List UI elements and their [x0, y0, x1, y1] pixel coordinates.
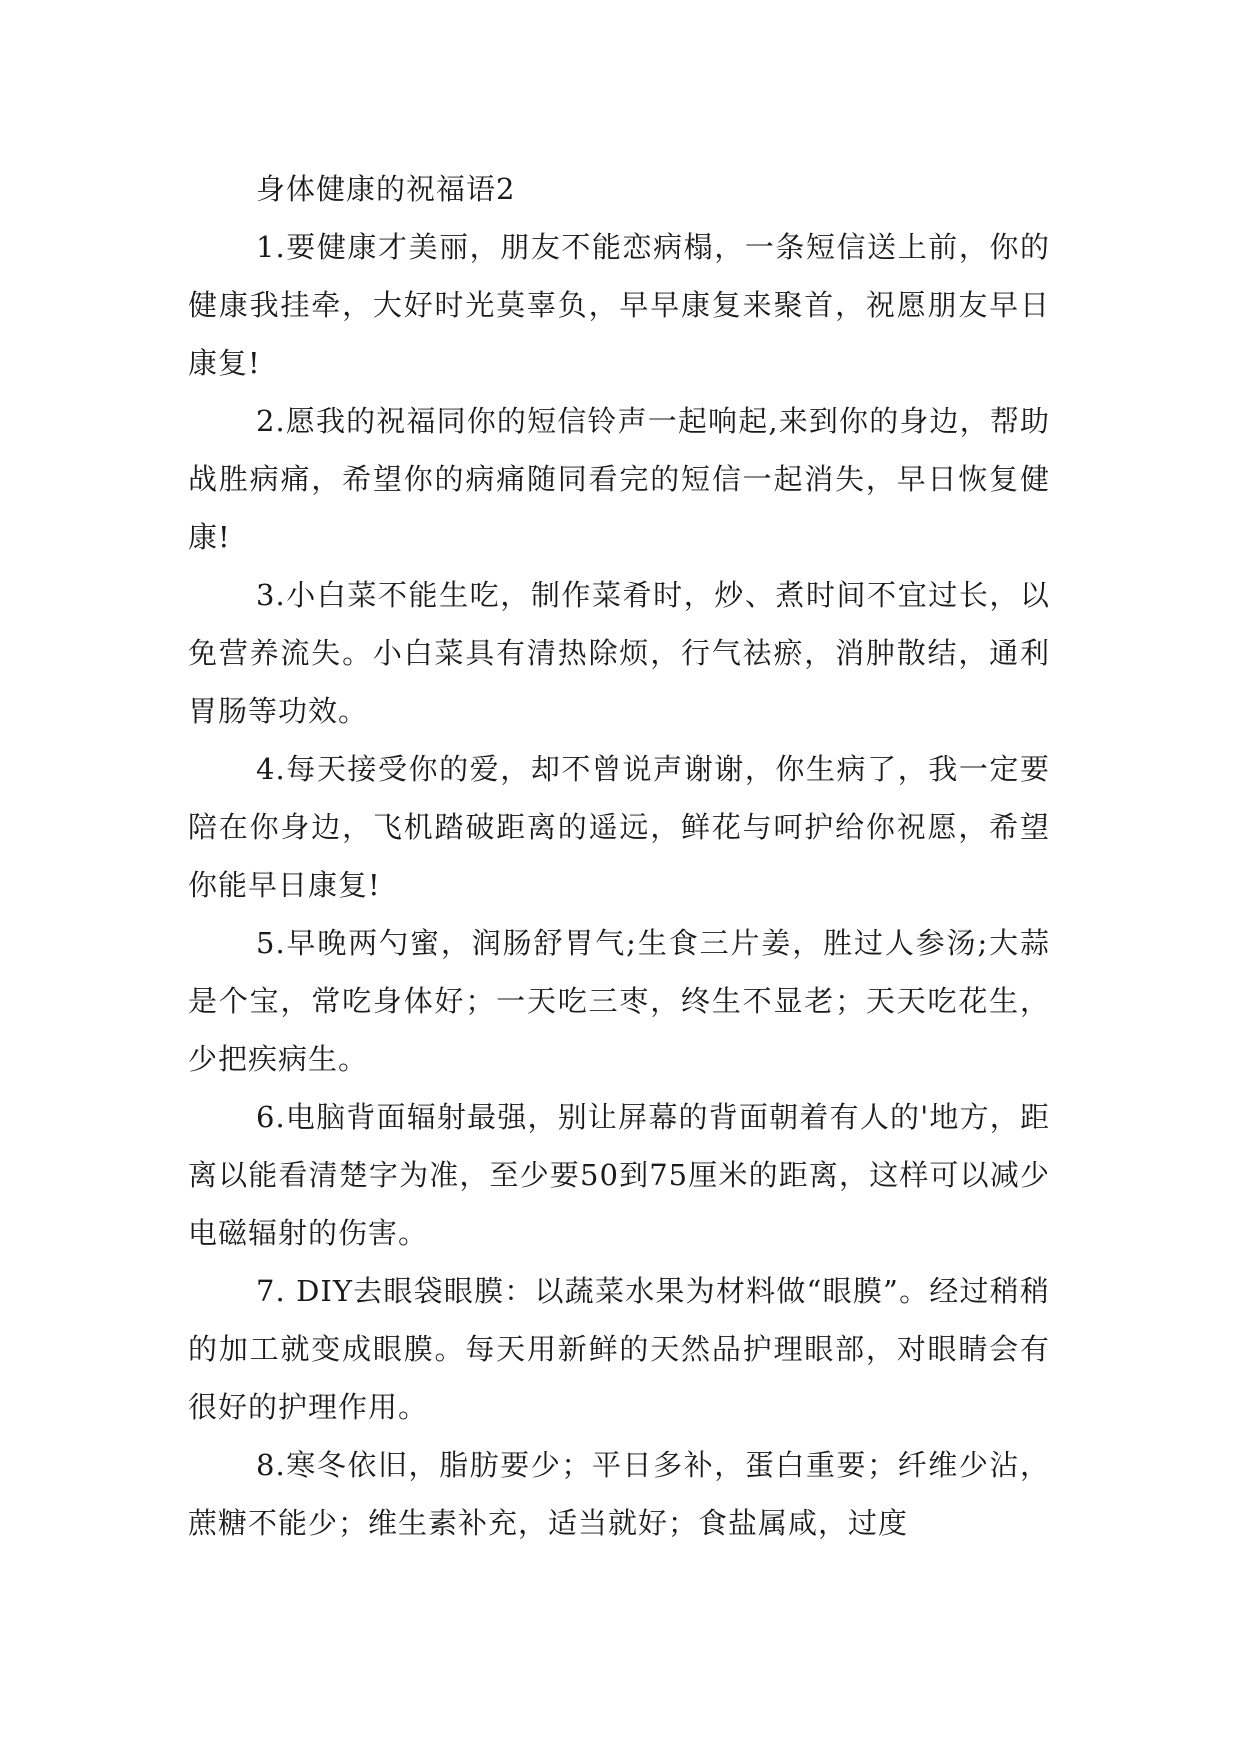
paragraph-7: 7. DIY去眼袋眼膜：以蔬菜水果为材料做“眼膜”。经过稍稍的加工就变成眼膜。每天用新鲜的天然品护理眼部，对眼睛会有很好的护理作用。	[188, 1274, 1050, 1424]
paragraph-6: 6.电脑背面辐射最强，别让屏幕的背面朝着有人的'地方，距离以能看清楚字为准，至少要50到75厘米的距离，这样可以减少电磁辐射的伤害。	[188, 1100, 1050, 1250]
paragraph-8: 8.寒冬依旧，脂肪要少；平日多补，蛋白重要；纤维少沾，蔗糖不能少；维生素补充，适当就好；食盐属咸，过度	[188, 1448, 1050, 1540]
document-body	[188, 160, 1050, 1552]
paragraph-4: 4.每天接受你的爱，却不曾说声谢谢，你生病了，我一定要陪在你身边，飞机踏破距离的遥远，鲜花与呵护给你祝愿，希望你能早日康复!	[188, 752, 1050, 902]
paragraph-1: 1.要健康才美丽，朋友不能恋病榻，一条短信送上前，你的健康我挂牵，大好时光莫辜负，早早康复来聚首，祝愿朋友早日康复!	[188, 230, 1050, 380]
document-title: 身体健康的祝福语2	[256, 172, 516, 206]
paragraph-3: 3.小白菜不能生吃，制作菜肴时，炒、煮时间不宜过长，以免营养流失。小白菜具有清热除烦，行气祛瘀，消肿散结，通利胃肠等功效。	[188, 578, 1050, 728]
paragraph-2: 2.愿我的祝福同你的短信铃声一起响起,来到你的身边，帮助战胜病痛，希望你的病痛随同看完的短信一起消失，早日恢复健康!	[188, 404, 1050, 554]
paragraph-5: 5.早晚两勺蜜，润肠舒胃气;生食三片姜，胜过人参汤;大蒜是个宝，常吃身体好；一天吃三枣，终生不显老；天天吃花生，少把疾病生。	[188, 926, 1050, 1076]
